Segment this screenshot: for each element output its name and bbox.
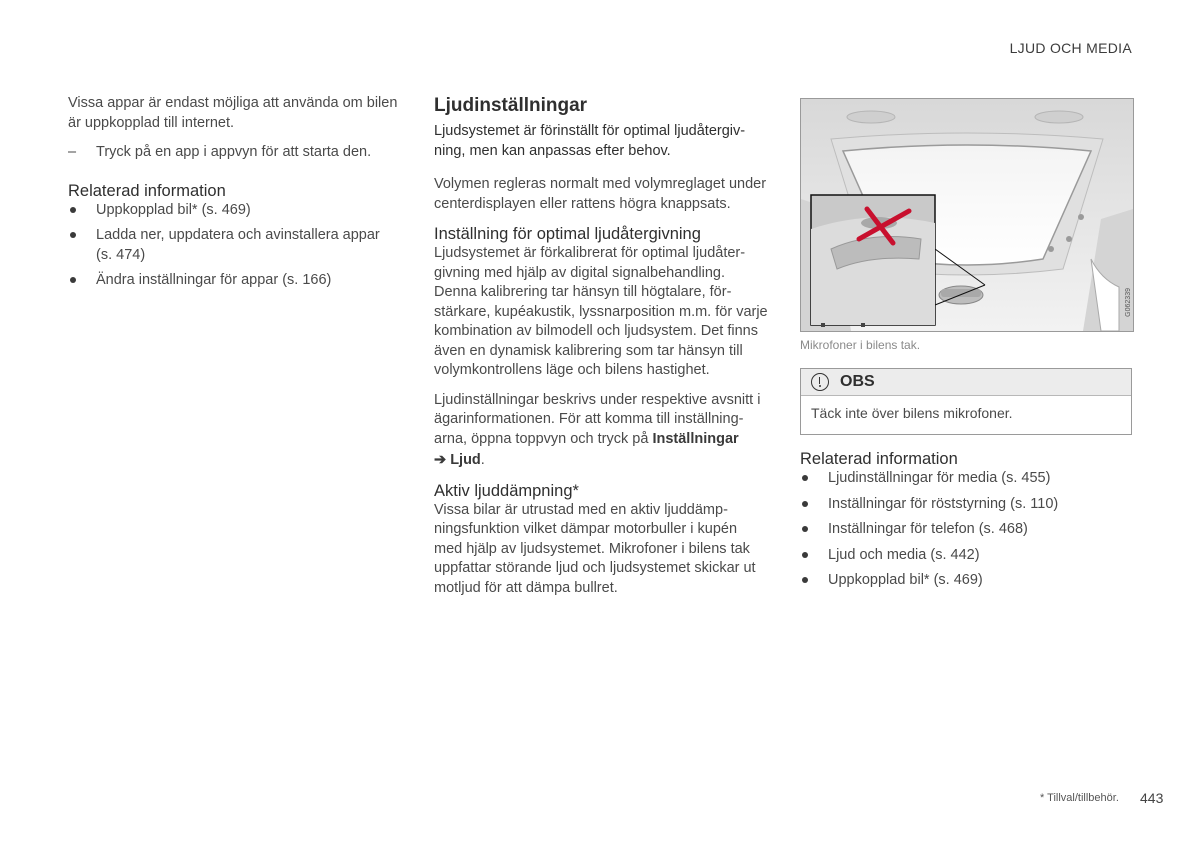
section-title: Ljudinställningar: [434, 95, 588, 116]
footnote: * Tillval/tillbehör.: [1040, 792, 1119, 804]
column-right: [800, 98, 1132, 597]
related-link-text[interactable]: Inställningar för röststyrning (s. 110): [828, 495, 1059, 512]
related-link-text[interactable]: Ljud och media (s. 442): [828, 546, 980, 563]
related-link[interactable]: [800, 495, 1132, 515]
related-link[interactable]: [68, 271, 398, 291]
bullet-icon: [68, 201, 96, 221]
anc-paragraph: Vissa bilar är utrustad med en aktiv ljuddämpningsfunktion vilket dämpar motorbuller i kupén med hjälp av ljudsystemet. Mikrofoner i bilens tak uppfattar störande ljud och ljudsystemet skickar ut motljud för att dämpa bullret.: [434, 501, 756, 596]
bullet-icon: [800, 571, 828, 591]
volume-paragraph: Volymen regleras normalt med volymreglaget under centerdisplayen eller rattens högra knappsats.: [434, 176, 767, 212]
obs-note-box: [800, 368, 1132, 435]
page-number: 443: [1140, 790, 1164, 806]
dash-marker: –: [68, 144, 77, 160]
related-link[interactable]: [68, 226, 398, 265]
related-link-text[interactable]: Inställningar för telefon (s. 468): [828, 521, 1028, 537]
image-code-label: G062339: [1125, 288, 1132, 317]
related-link[interactable]: [800, 546, 1132, 566]
related-link-text[interactable]: Ändra inställningar för appar (s. 166): [96, 272, 332, 288]
settings-path: [434, 451, 768, 471]
bullet-icon: [800, 495, 828, 515]
related-link-text[interactable]: Ljudinställningar för media (s. 455): [828, 470, 1051, 486]
settings-paragraph: [434, 391, 768, 450]
bullet-icon: [68, 226, 96, 265]
obs-note-title: OBS: [840, 373, 875, 390]
figure-caption: Mikrofoner i bilens tak.: [800, 338, 921, 352]
intro-paragraph: Vissa appar är endast möjliga att använda om bilen är uppkopplad till internet.: [68, 95, 398, 131]
bullet-icon: [800, 520, 828, 540]
column-left: [68, 94, 398, 297]
arrow-right-icon: ➔: [434, 452, 447, 468]
lead-paragraph: Ljudsystemet är förinställt för optimal ljudåtergivning, men kan anpassas efter behov.: [434, 123, 746, 159]
roof-microphone-illustration: [800, 98, 1134, 332]
related-link-text[interactable]: Uppkopplad bil* (s. 469): [96, 201, 251, 218]
optimal-paragraph: Ljudsystemet är förkalibrerat för optimal ljudåtergivning med hjälp av digital signalbehandling. Denna kalibrering tar hänsyn till högtalare, förstärkare, kupéakustik, lyssnarposition m.m. för varje kombination av bilmodell och ljudsystem. Det finns även en dynamisk kalibrering som tar hänsyn till volymkontrollens läge och bilens hastighet.: [434, 245, 768, 378]
settings-menu-name: Inställningar: [652, 430, 739, 447]
related-link[interactable]: [800, 520, 1132, 540]
running-header: LJUD OCH MEDIA: [1009, 40, 1132, 56]
related-link-text[interactable]: Ladda ner, uppdatera och avinstallera appar (s. 474): [96, 227, 380, 263]
optimal-heading: Inställning för optimal ljudåtergivning: [434, 225, 701, 243]
related-heading: Relaterad information: [800, 450, 958, 468]
instruction-step: [68, 143, 398, 163]
sound-menu-name: Ljud: [450, 452, 481, 468]
settings-text: Ljudinställningar beskrivs under respektive avsnitt i ägarinformationen. För att komma till inställningarna, öppna toppvyn och tryck på: [434, 391, 761, 447]
related-list: [68, 201, 398, 291]
obs-note-text: Täck inte över bilens mikrofoner.: [811, 405, 1013, 421]
period: .: [480, 452, 485, 468]
car-ceiling-illustration: [801, 99, 1133, 331]
instruction-text: Tryck på en app i appvyn för att starta den.: [96, 144, 372, 160]
related-link[interactable]: [800, 469, 1132, 489]
column-middle: [434, 94, 768, 608]
related-heading: Relaterad information: [68, 181, 226, 200]
related-link[interactable]: [800, 571, 1132, 591]
obs-note-header: [801, 369, 1131, 396]
related-list: [800, 469, 1132, 591]
bullet-icon: [68, 271, 96, 291]
info-exclamation-icon: [811, 373, 829, 391]
bullet-icon: [800, 546, 828, 566]
bullet-icon: [800, 469, 828, 489]
anc-heading: Aktiv ljuddämpning*: [434, 481, 579, 500]
related-link-text[interactable]: Uppkopplad bil* (s. 469): [828, 572, 983, 588]
related-link[interactable]: [68, 201, 398, 221]
